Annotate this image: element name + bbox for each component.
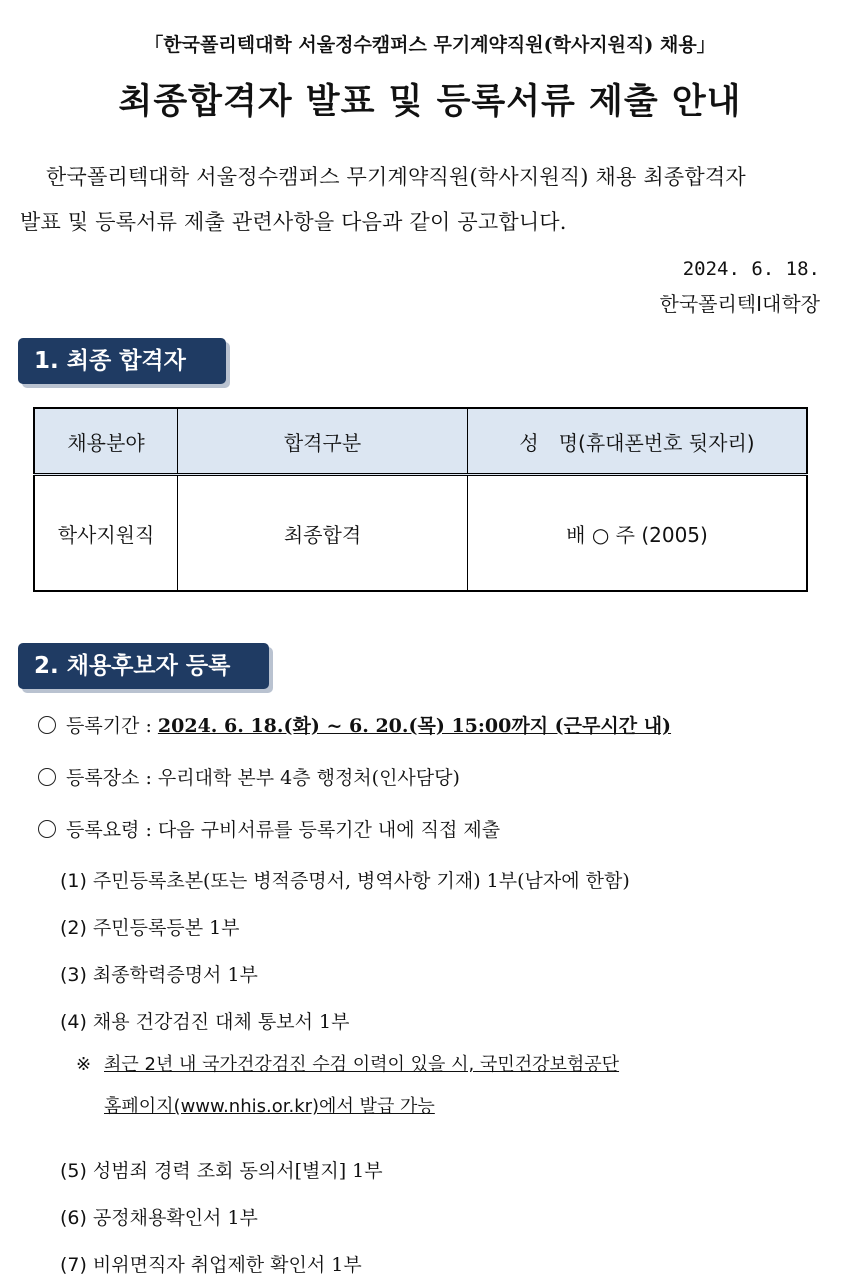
list-item-method	[38, 811, 828, 849]
column-header-result: 합격구분	[178, 408, 468, 475]
final-result-table	[33, 407, 808, 592]
doc-text: 성범죄 경력 조회 동의서[별지] 1부	[92, 1160, 383, 1182]
health-check-note	[76, 1050, 806, 1118]
doc-number: (5)	[60, 1160, 87, 1182]
list-item	[60, 1152, 820, 1190]
list-item-period	[38, 707, 828, 745]
method-value: 다음 구비서류를 등록기간 내에 직접 제출	[157, 819, 501, 841]
cell-result: 최종합격	[178, 475, 468, 592]
doc-text: 공정채용확인서 1부	[92, 1207, 258, 1229]
list-item-place	[38, 759, 828, 797]
note-line-2: 홈페이지(www.nhis.or.kr)에서 발급 가능	[104, 1096, 435, 1117]
doc-number: (6)	[60, 1207, 87, 1229]
doc-number: (3)	[60, 964, 87, 986]
table-row	[34, 475, 807, 592]
issuing-organization: 한국폴리텍Ⅰ대학장	[659, 292, 820, 316]
doc-text: 비위면직자 취업제한 확인서 1부	[92, 1254, 362, 1276]
list-item	[60, 956, 820, 994]
intro-line-1: 한국폴리텍대학 서울정수캠퍼스 무기계약직원(학사지원직) 채용 최종합격자	[46, 165, 746, 189]
circle-bullet-icon	[38, 716, 56, 734]
doc-text: 채용 건강검진 대체 통보서 1부	[92, 1011, 350, 1033]
place-value: 우리대학 본부 4층 행정처(인사담당)	[157, 767, 460, 789]
intro-line-2: 발표 및 등록서류 제출 관련사항을 다음과 같이 공고합니다.	[20, 210, 567, 234]
list-item	[60, 1246, 820, 1284]
intro-paragraph	[20, 155, 830, 245]
period-value: 2024. 6. 18.(화) ~ 6. 20.(목) 15:00까지 (근무시간 내)	[157, 715, 672, 737]
list-item	[60, 862, 820, 900]
list-item	[60, 1003, 820, 1041]
period-label: 등록기간 :	[66, 715, 158, 737]
page-title: 최종합격자 발표 및 등록서류 제출 안내	[118, 82, 742, 122]
doc-number: (1)	[60, 870, 87, 892]
cell-field: 학사지원직	[34, 475, 178, 592]
column-header-name: 성 명(휴대폰번호 뒷자리)	[468, 408, 808, 475]
doc-text: 주민등록등본 1부	[92, 917, 240, 939]
doc-number: (2)	[60, 917, 87, 939]
section-1-heading: 1. 최종 합격자	[18, 338, 226, 384]
column-header-field: 채용분야	[34, 408, 178, 475]
section-2-heading: 2. 채용후보자 등록	[18, 643, 269, 689]
method-label: 등록요령 :	[66, 819, 158, 841]
place-label: 등록장소 :	[66, 767, 158, 789]
list-item	[60, 909, 820, 947]
circle-bullet-icon	[38, 768, 56, 786]
cell-name: 배 ○ 주 (2005)	[468, 475, 808, 592]
required-documents-list-a	[60, 862, 820, 1041]
doc-number: (7)	[60, 1254, 87, 1276]
doc-number: (4)	[60, 1011, 87, 1033]
doc-text: 최종학력증명서 1부	[92, 964, 258, 986]
circle-bullet-icon	[38, 820, 56, 838]
required-documents-list-b	[60, 1152, 820, 1284]
issue-date: 2024. 6. 18.	[682, 258, 820, 280]
notice-subtitle: 「한국폴리텍대학 서울정수캠퍼스 무기계약직원(학사지원직) 채용」	[144, 34, 716, 56]
table-header-row	[34, 408, 807, 475]
reference-mark: ※	[76, 1054, 92, 1075]
registration-info-list	[38, 707, 828, 863]
note-line-1: 최근 2년 내 국가건강검진 수검 이력이 있을 시, 국민건강보험공단	[104, 1054, 620, 1075]
doc-text: 주민등록초본(또는 병적증명서, 병역사항 기재) 1부(남자에 한함)	[92, 870, 630, 892]
list-item	[60, 1199, 820, 1237]
